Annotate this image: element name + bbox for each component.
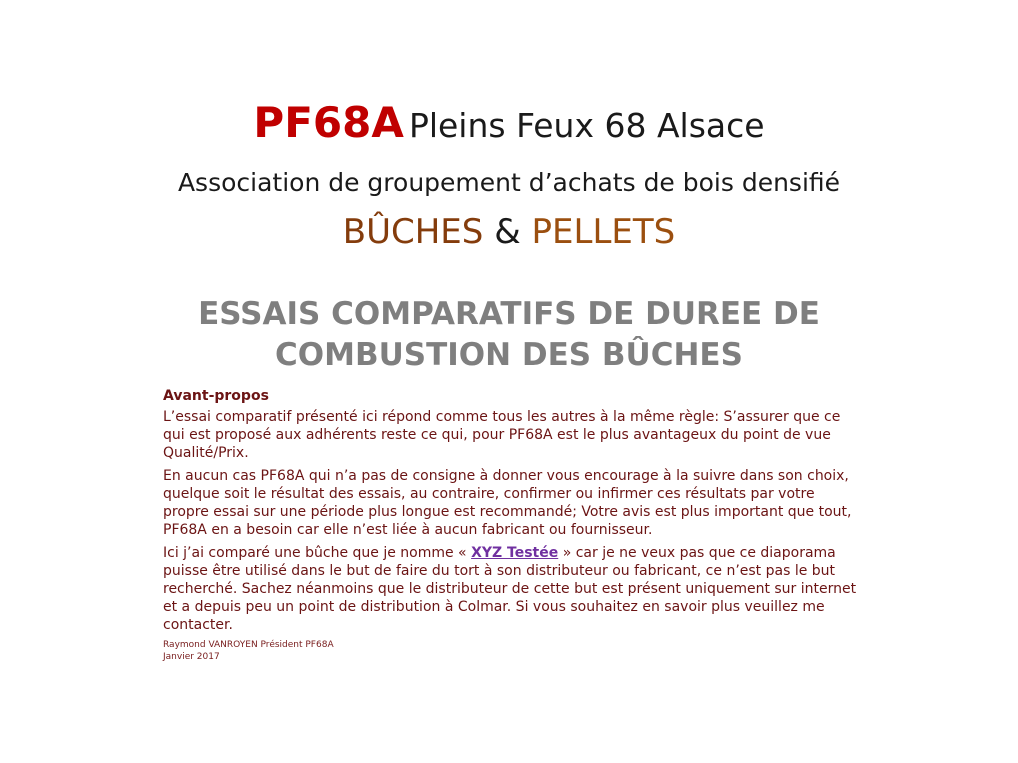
foreword-paragraph-3 xyxy=(163,544,863,634)
section-heading xyxy=(0,294,1018,376)
product-line xyxy=(0,212,1018,252)
brand-full-name: Pleins Feux 68 Alsace xyxy=(408,106,765,145)
paragraph-3-end: » car je ne veux pas que ce diaporama puisse être utilisé dans le but de faire du tort à son distributeur ou fabricant, ce n’est pas le but recherché. Sachez néanmoins que le distributeur de cette but est présent uniquement sur internet et a depuis peu un point de distribution à Colmar. Si vous souhaitez en savoir plus veuillez me contacter. xyxy=(163,545,857,633)
paragraph-3-start: Ici j’ai comparé une bûche que je nomme « xyxy=(163,545,472,561)
title-line xyxy=(0,98,1018,147)
heading-line-2: COMBUSTION DES BÛCHES xyxy=(275,337,743,373)
signature-date: Janvier 2017 xyxy=(163,652,220,662)
signature-author: Raymond VANROYEN Président PF68A xyxy=(163,640,334,650)
brand-acronym: PF68A xyxy=(253,98,404,147)
foreword-body xyxy=(163,387,863,663)
foreword-paragraph-1: L’essai comparatif présenté ici répond comme tous les autres à la même règle: S’assurer que ce qui est proposé aux adhérents reste ce qui, pour PF68A est le plus avantageux du point de vue Qualité/Prix. xyxy=(163,409,841,461)
foreword-paragraph-2: En aucun cas PF68A qui n’a pas de consigne à donner vous encourage à la suivre dans son choix, quelque soit le résultat des essais, au contraire, confirmer ou infirmer ces résultats par votre propre essai sur une période plus longue est recommandé; Votre avis est plus important que tout, PF68A en a besoin car elle n’est liée à aucun fabricant ou fournisseur. xyxy=(163,468,852,538)
product-ampersand: & xyxy=(494,212,521,252)
product-buches: BÛCHES xyxy=(342,212,484,252)
product-pellets: PELLETS xyxy=(531,212,676,252)
heading-line-1: ESSAIS COMPARATIFS DE DUREE DE xyxy=(198,296,820,332)
association-subtitle: Association de groupement d’achats de bois densifié xyxy=(177,168,841,197)
foreword-title: Avant-propos xyxy=(163,388,269,404)
product-name-link[interactable]: XYZ Testée xyxy=(471,545,559,561)
